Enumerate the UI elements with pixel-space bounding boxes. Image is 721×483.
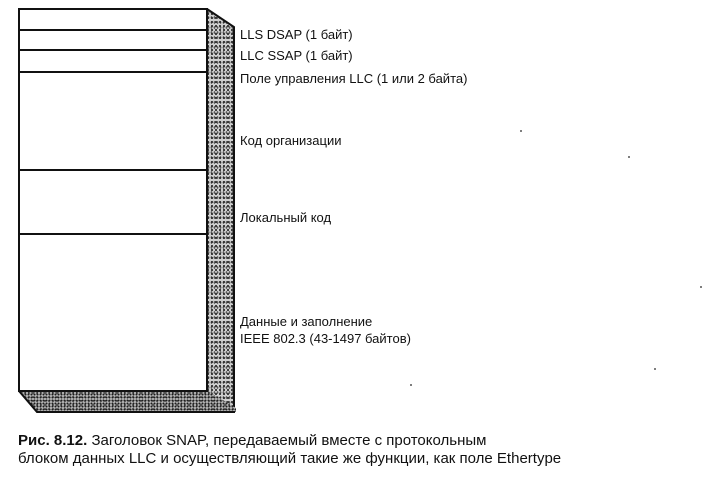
field-divider (18, 29, 208, 31)
field-label-data-padding (240, 313, 411, 347)
figure-caption-text1: Заголовок SNAP, передаваемый вместе с протокольным (91, 432, 487, 449)
figure-caption-text2: блоком данных LLC и осуществляющий такие же функции, как поле Ethertype (18, 450, 562, 467)
scan-speck (520, 130, 522, 132)
field-label-local-code: Локальный код (240, 210, 332, 225)
field-divider (18, 233, 208, 235)
field-label-llc-dsap: LLS DSAP (1 байт) (240, 27, 353, 42)
field-divider (18, 49, 208, 51)
figure-caption (18, 432, 718, 468)
field-label-llc-ssap: LLC SSAP (1 байт) (240, 48, 353, 63)
snap-header-frame (18, 8, 208, 392)
field-label-llc-control: Поле управления LLC (1 или 2 байта) (240, 71, 468, 86)
scan-speck (410, 384, 412, 386)
figure-number: Рис. 8.12. (18, 432, 88, 449)
field-label-org-code: Код организации (240, 133, 342, 148)
scan-speck (654, 368, 656, 370)
field-label-data-padding-line1: Данные и заполнение (240, 314, 373, 329)
frame-bottom-shading (18, 390, 236, 412)
field-label-data-padding-line2: IEEE 802.3 (43-1497 байтов) (240, 331, 411, 346)
field-divider (18, 71, 208, 73)
scan-speck (700, 286, 702, 288)
field-divider (18, 169, 208, 171)
frame-right-side-shading (206, 8, 234, 410)
scan-speck (628, 156, 630, 158)
figure-caption-line1 (18, 432, 718, 450)
